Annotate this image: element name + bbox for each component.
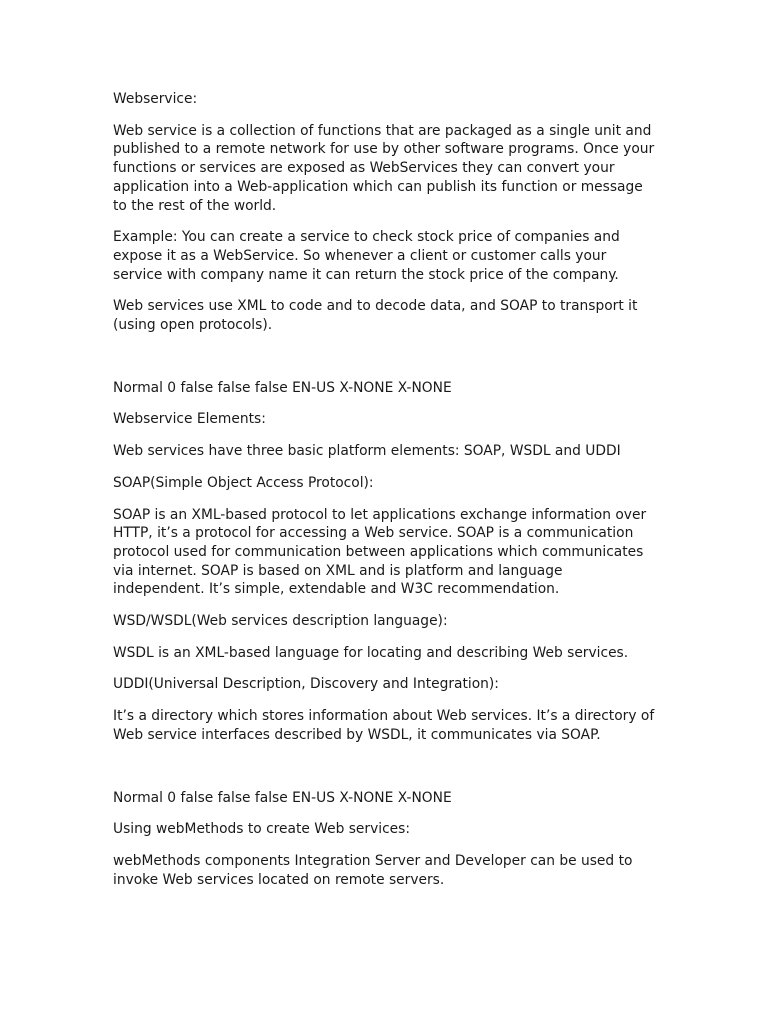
- paragraph-elements-intro: Web services have three basic platform elements: SOAP, WSDL and UDDI: [113, 443, 621, 460]
- section-heading-elements: Webservice Elements:: [113, 411, 266, 428]
- subheading-soap: SOAP(Simple Object Access Protocol):: [113, 474, 374, 491]
- paragraph-wsdl: WSDL is an XML-based language for locating and describing Web services.: [113, 644, 629, 661]
- paragraph-definition: Web service is a collection of functions that are packaged as a single unit and published to a remote network for use by other software programs. Once your functions or services are exposed as WebServices they can convert your application into a Web-application which can publish its function or message to the rest of the world.: [113, 122, 655, 214]
- paragraph-xml-soap: Web services use XML to code and to decode data, and SOAP to transport it (using open protocols).: [113, 298, 638, 334]
- document-page: [113, 90, 658, 902]
- paragraph-soap: SOAP is an XML-based protocol to let applications exchange information over HTTP, it’s a protocol for accessing a Web service. SOAP is a communication protocol used for communication between applications which communicates via internet. SOAP is based on XML and is platform and language independent. It’s simple, extendable and W3C recommendation.: [113, 506, 647, 598]
- subheading-uddi: UDDI(Universal Description, Discovery and Integration):: [113, 676, 499, 693]
- paragraph-example: Example: You can create a service to check stock price of companies and expose it as a WebService. So whenever a client or customer calls your service with company name it can return the stock price of the company.: [113, 229, 620, 283]
- section-heading-webservice: Webservice:: [113, 91, 198, 107]
- paragraph-uddi: It’s a directory which stores information about Web services. It’s a directory of Web service interfaces described by WSDL, it communicates via SOAP.: [113, 708, 655, 743]
- spacer: [113, 348, 658, 379]
- style-meta-line: Normal 0 false false false EN-US X-NONE X-NONE: [113, 379, 452, 396]
- subheading-wsdl: WSD/WSDL(Web services description language):: [113, 613, 448, 630]
- section-heading-webmethods: Using webMethods to create Web services:: [113, 821, 410, 838]
- style-meta-line: Normal 0 false false false EN-US X-NONE X-NONE: [113, 789, 452, 806]
- paragraph-webmethods: webMethods components Integration Server and Developer can be used to invoke Web services located on remote servers.: [113, 852, 633, 888]
- spacer: [113, 758, 658, 789]
